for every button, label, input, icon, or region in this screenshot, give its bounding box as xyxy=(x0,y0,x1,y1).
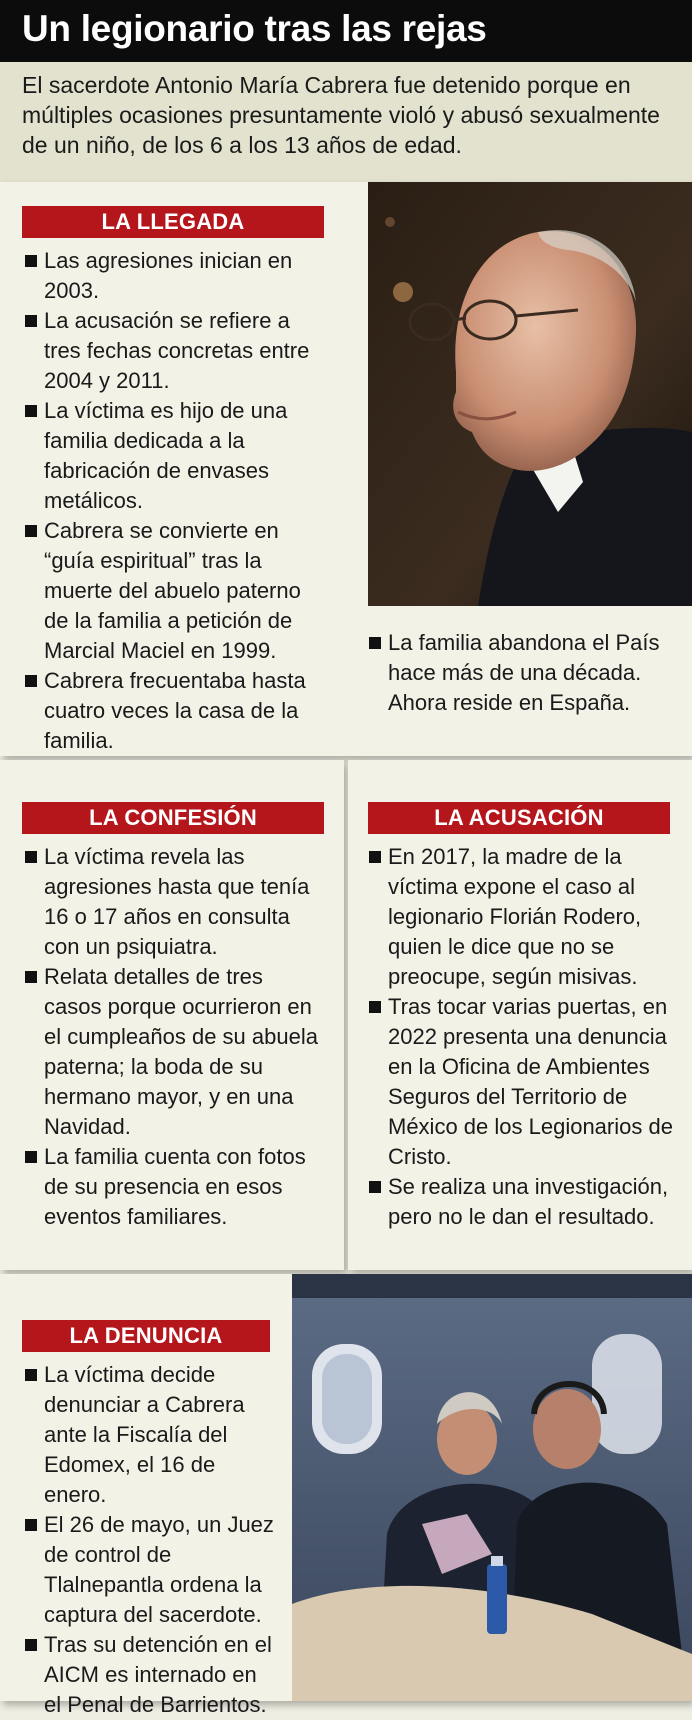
list-item: La familia abandona el País hace más de una década. Ahora reside en España. xyxy=(368,628,668,718)
headline: Un legionario tras las rejas xyxy=(22,8,487,49)
panel-llegada xyxy=(0,182,692,756)
photo-priest-portrait xyxy=(368,182,692,606)
list-item: La familia cuenta con fotos de su presencia en esos eventos familiares. xyxy=(24,1142,326,1232)
section-label-acusacion: LA ACUSACIÓN xyxy=(368,802,670,834)
panel-confesion xyxy=(0,760,344,1270)
photo-airplane-cabin xyxy=(292,1274,692,1701)
denuncia-list xyxy=(24,1360,280,1720)
headline-bar xyxy=(0,0,692,62)
list-item: Relata detalles de tres casos porque ocurrieron en el cumpleaños de su abuela paterna; la boda de su hermano mayor, y en una Navidad. xyxy=(24,962,326,1142)
list-item: La víctima decide denunciar a Cabrera ante la Fiscalía del Edomex, el 16 de enero. xyxy=(24,1360,280,1510)
list-item: La acusación se refiere a tres fechas concretas entre 2004 y 2011. xyxy=(24,306,324,396)
panel-denuncia xyxy=(0,1274,692,1717)
section-label-confesion: LA CONFESIÓN xyxy=(22,802,324,834)
section-label-llegada: LA LLEGADA xyxy=(22,206,324,238)
lead-box xyxy=(0,62,692,182)
list-item: La víctima es hijo de una familia dedicada a la fabricación de envases metálicos. xyxy=(24,396,324,516)
list-item: Las agresiones inician en 2003. xyxy=(24,246,324,306)
list-item: Se realiza una investigación, pero no le dan el resultado. xyxy=(368,1172,684,1232)
list-item: Cabrera frecuentaba hasta cuatro veces la casa de la familia. xyxy=(24,666,324,756)
lead-text: El sacerdote Antonio María Cabrera fue detenido porque en múltiples ocasiones presuntamente violó y abusó sexualmente de un niño, de los 6 a los 13 años de edad. xyxy=(22,72,660,158)
llegada-side-list xyxy=(368,628,668,718)
list-item: Tras tocar varias puertas, en 2022 presenta una denuncia en la Oficina de Ambientes Seguros del Territorio de México de los Legionarios de Cristo. xyxy=(368,992,684,1172)
list-item: En 2017, la madre de la víctima expone el caso al legionario Florián Rodero, quien le dice que no se preocupe, según misivas. xyxy=(368,842,684,992)
list-item: El 26 de mayo, un Juez de control de Tlalnepantla ordena la captura del sacerdote. xyxy=(24,1510,280,1630)
list-item: La víctima revela las agresiones hasta que tenía 16 o 17 años en consulta con un psiquiatra. xyxy=(24,842,326,962)
list-item: Tras su detención en el AICM es internado en el Penal de Barrientos. xyxy=(24,1630,280,1720)
llegada-list xyxy=(24,246,324,756)
panel-acusacion xyxy=(348,760,692,1270)
section-label-denuncia: LA DENUNCIA xyxy=(22,1320,270,1352)
confesion-list xyxy=(24,842,326,1232)
list-item: Cabrera se convierte en “guía espiritual” tras la muerte del abuelo paterno de la familia a petición de Marcial Maciel en 1999. xyxy=(24,516,324,666)
acusacion-list xyxy=(368,842,684,1232)
